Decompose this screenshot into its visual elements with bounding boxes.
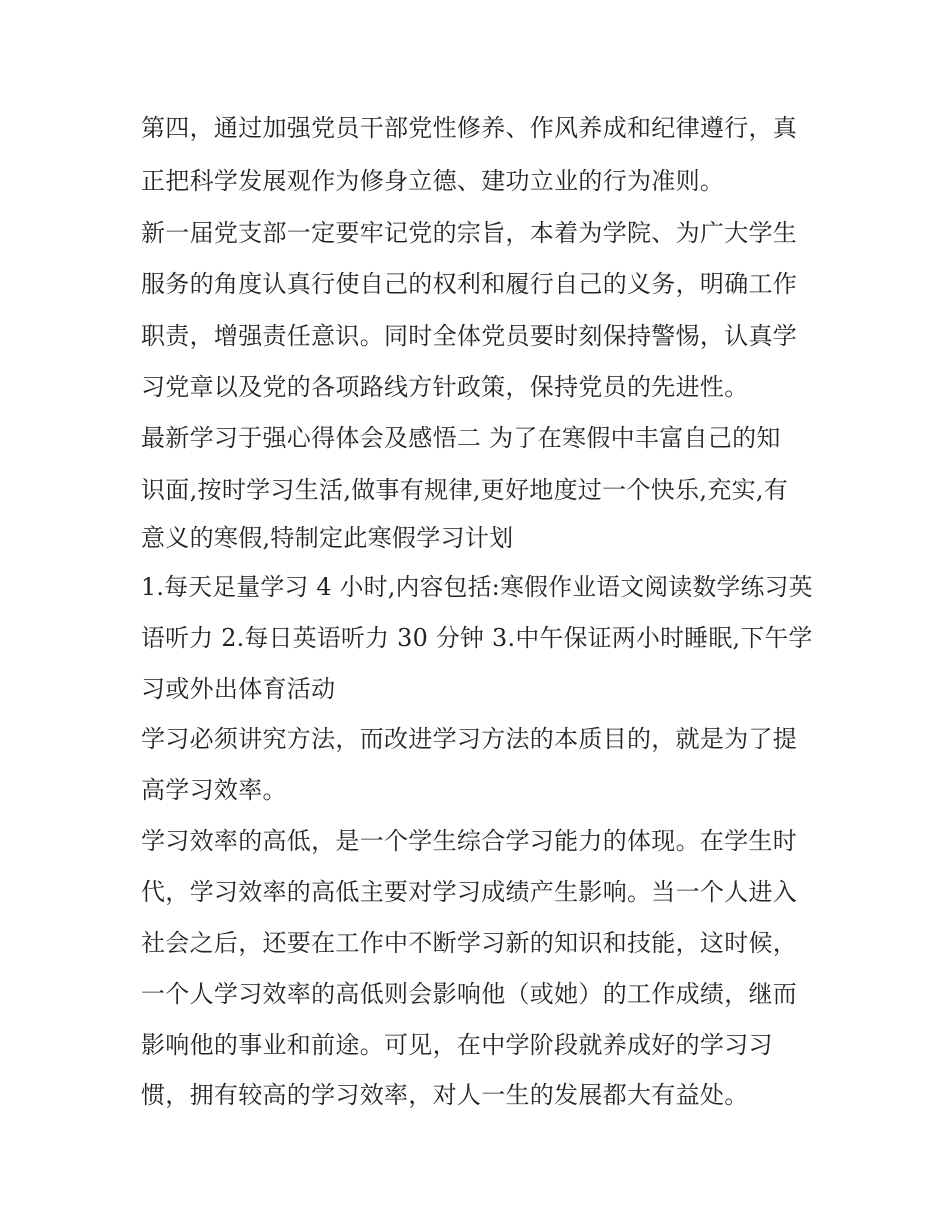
text-line: 服务的角度认真行使自己的权利和履行自己的义务，明确工作	[141, 270, 798, 298]
text-line: 正把科学发展观作为修身立德、建功立业的行为准则。	[141, 167, 725, 195]
text-line: 第四，通过加强党员干部党性修养、作风养成和纪律遵行，真	[141, 114, 798, 142]
text-line: 高学习效率。	[141, 776, 287, 804]
text-line: 职责，增强责任意识。同时全体党员要时刻保持警惕，认真学	[141, 322, 798, 350]
text-line: 新一届党支部一定要牢记党的宗旨，本着为学院、为广大学生	[141, 219, 798, 247]
text-line: 学习效率的高低，是一个学生综合学习能力的体现。在学生时	[141, 827, 798, 855]
text-line: 一个人学习效率的高低则会影响他（或她）的工作成绩，继而	[141, 980, 798, 1008]
text-line: 语听力 2.每日英语听力 30 分钟 3.中午保证两小时睡眠,下午学	[141, 624, 813, 652]
text-line: 习或外出体育活动	[141, 675, 336, 703]
text-line: 最新学习于强心得体会及感悟二 为了在寒假中丰富自己的知	[141, 424, 781, 452]
text-line: 影响他的事业和前途。可见，在中学阶段就养成好的学习习	[141, 1031, 773, 1059]
text-line: 1.每天足量学习 4 小时,内容包括:寒假作业语文阅读数学练习英	[141, 573, 813, 601]
text-line: 惯，拥有较高的学习效率，对人一生的发展都大有益处。	[141, 1081, 749, 1109]
text-line: 代，学习效率的高低主要对学习成绩产生影响。当一个人进入	[141, 878, 798, 906]
text-line: 社会之后，还要在工作中不断学习新的知识和技能，这时候，	[141, 929, 798, 957]
text-line: 学习必须讲究方法，而改进学习方法的本质目的，就是为了提	[141, 725, 798, 753]
text-line: 意义的寒假,特制定此寒假学习计划	[141, 524, 514, 552]
text-line: 习党章以及党的各项路线方针政策，保持党员的先进性。	[141, 373, 749, 401]
text-line: 识面,按时学习生活,做事有规律,更好地度过一个快乐,充实,有	[141, 476, 789, 504]
